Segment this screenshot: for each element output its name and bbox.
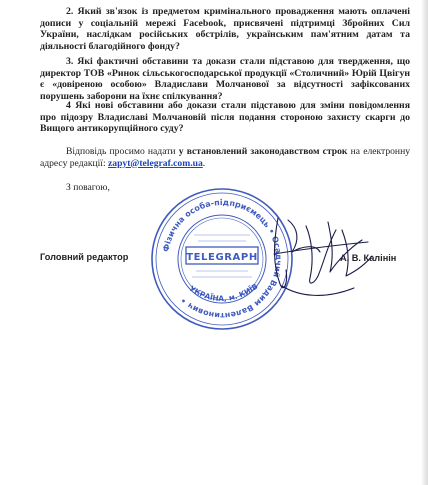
closing-text: З повагою, — [66, 182, 110, 193]
stamp-bottom-text: УКРАЇНА, м. КИЇВ — [187, 281, 260, 304]
stamp-center-text: TELEGRAPH — [186, 252, 258, 263]
reply-request — [40, 146, 410, 169]
reply-request-end: . — [202, 157, 206, 169]
signer-title: Головний редактор — [40, 252, 129, 262]
reply-request-after: на електронну адресу редакції: — [40, 146, 410, 169]
handwritten-signature — [258, 200, 378, 310]
stamp-ring-text: Фізична особа-підприємець • Осадчий Вадим Валентинович • — [161, 197, 284, 321]
question-3 — [40, 56, 410, 102]
question-3-number: 3. — [66, 56, 74, 67]
question-4-number: 4 — [66, 100, 71, 111]
question-2-number: 2. — [66, 6, 74, 17]
question-3-text: Які фактичні обставини та докази стали підставою для твердження, що директор ТОВ «Ринок сільськогосподарської продукції «Столичний» Юрій Цвігун є «довіреною особою» Владислави Молчанової за відсутності зафіксованих порушень заборони на їхнє спілкування? — [40, 56, 410, 102]
page-edge-shadow — [422, 0, 428, 485]
question-2 — [40, 6, 410, 52]
reply-request-bold: у встановлений законодавством строк — [178, 146, 348, 157]
question-4-text: Які нові обставини або докази стали підставою для зміни повідомлення про підозру Владиславі Молчановій після подання стороною захисту скарги до Вищого антикорупційного суду? — [40, 100, 410, 135]
question-2-text: Який зв'язок із предметом кримінального провадження мають оплачені дописи у соціальній мережі Facebook, присвячені підтримці Збройних Сил України, наслідкам російських обстрілів, українським пам'ятним датам та діяльності благодійного фонду? — [40, 6, 411, 52]
signer-name: А. В. Калінін — [340, 253, 397, 263]
editorial-email-link[interactable]: zapyt@telegraf.com.ua — [108, 157, 203, 169]
reply-request-before: Відповідь просимо надати — [66, 146, 179, 157]
question-4 — [40, 100, 410, 135]
